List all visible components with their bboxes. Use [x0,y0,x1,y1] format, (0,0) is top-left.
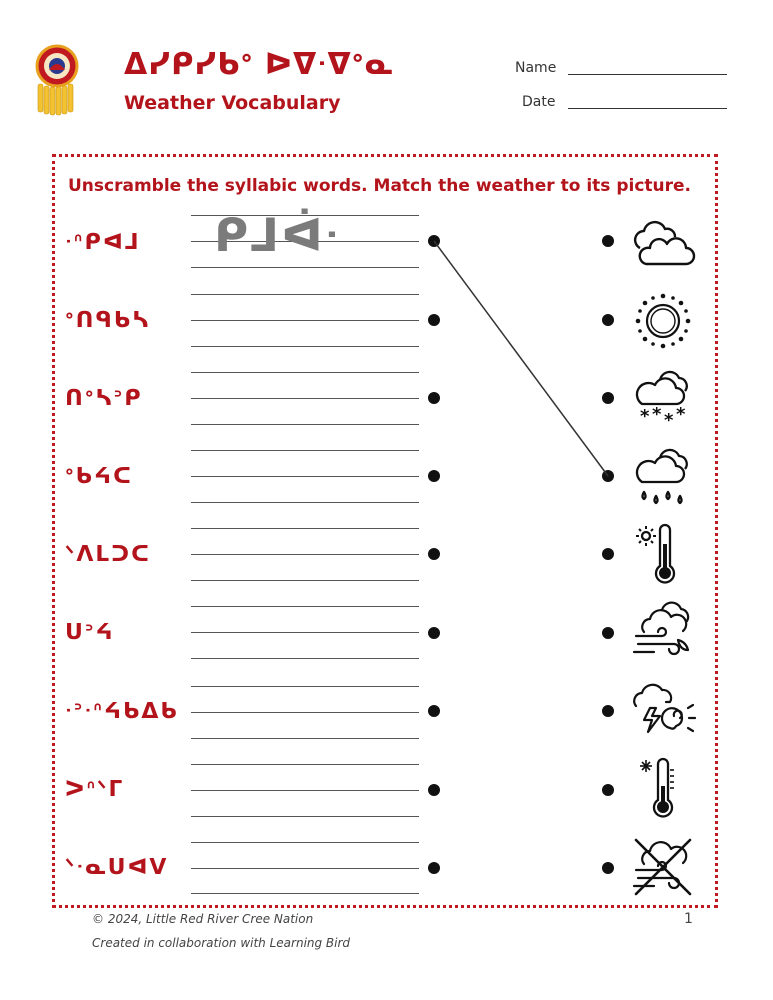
rain-cloud-icon [630,444,696,510]
page-title-english: Weather Vocabulary [124,92,341,114]
clouds-icon [630,214,696,280]
scrambled-word: ᑌᐣᔦ [65,620,115,645]
scrambled-word: ᐧᐣᐧᐢᔦᑲᐃᑲ [65,699,179,724]
scrambled-word: ᐠᐧᓇᑌᐊᐯ [65,855,169,880]
page-number: 1 [684,911,693,927]
sun-icon [630,288,696,354]
date-label: Date [522,94,556,110]
wind-cloud-icon [630,600,696,666]
scrambled-word: ᐠᐱᒪᑐᑕ [65,542,152,567]
page-title-syllabics: ᐃᓯᑭᓯᑲᐤ ᐅᐁᐧᐁᐤᓇ [124,47,394,82]
scrambled-word: ᐧᐢᑭᐊᒧ [65,230,141,255]
svg-text:*: * [652,404,662,425]
svg-text:*: * [676,404,686,425]
snow-cloud-icon [630,366,696,432]
example-answer: ᑭᒧᐋᐧ [214,208,341,262]
hot-thermometer-icon [630,522,696,588]
scrambled-word: ᐤᑲᔦᑕ [65,464,134,489]
svg-text:*: * [664,410,674,431]
copyright-text: © 2024, Little Red River Cree Nation [92,912,314,926]
calm-weather-icon [630,834,696,900]
cold-thermometer-icon [630,756,696,822]
scrambled-word: ᑎᐤᓴᐣᑭ [65,386,143,411]
name-label: Name [515,60,557,76]
instructions: Unscramble the syllabic words. Match the weather to its picture. [68,176,691,196]
svg-text:*: * [640,406,650,427]
thunder-icon [630,678,696,744]
scrambled-word: ᐤᑎᑫᑲᓴ [65,308,151,333]
scrambled-word: ᐳᐢᐠᒥ [65,777,125,802]
credit-text: Created in collaboration with Learning Bird [92,936,351,950]
